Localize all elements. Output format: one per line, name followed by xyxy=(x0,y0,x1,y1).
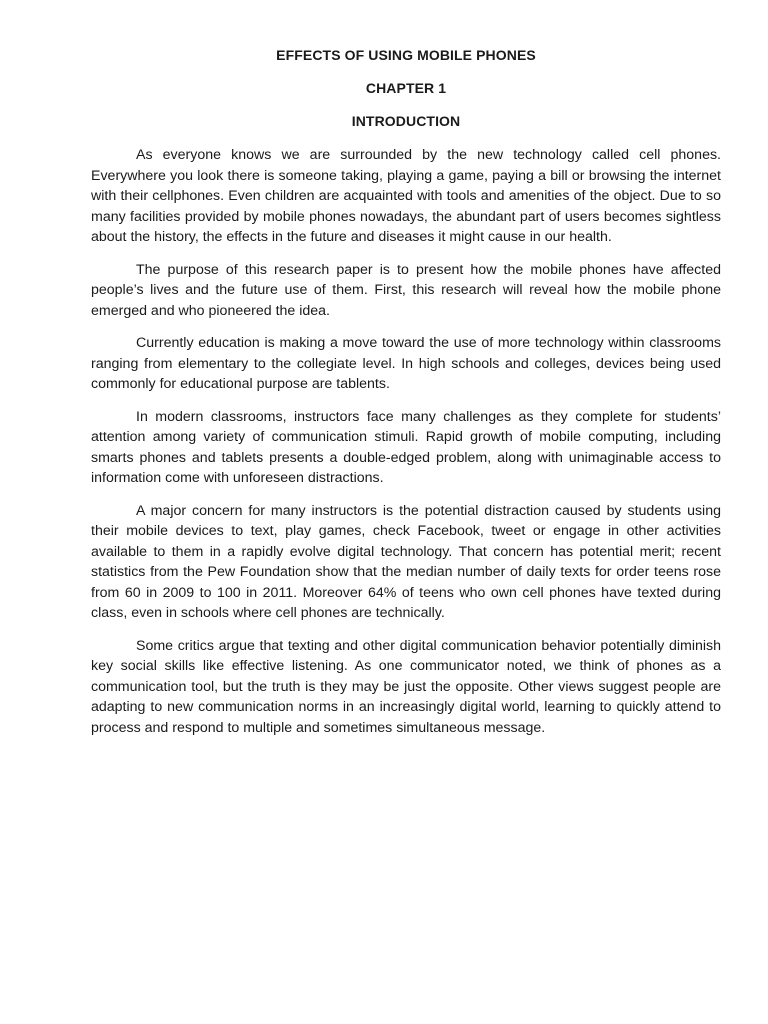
paragraph-4: In modern classrooms, instructors face many challenges as they complete for students’ attention among variety of communication stimuli. Rapid growth of mobile computing, including smarts phones and tablets presents a double-edged problem, along with unimaginable access to information come with unforeseen distractions. xyxy=(91,408,721,486)
heading-block xyxy=(91,46,721,130)
chapter-heading: CHAPTER 1 xyxy=(365,80,447,96)
paragraph-1: As everyone knows we are surrounded by the new technology called cell phones. Everywhere you look there is someone taking, playing a game, paying a bill or browsing the internet with their cellphones. Even children are acquainted with tools and amenities of the object. Due to so many facilities provided by mobile phones nowadays, the abundant part of users becomes sightless about the history, the effects in the future and diseases it might cause in our health. xyxy=(91,147,721,245)
paragraph-6: Some critics argue that texting and other digital communication behavior potentially diminish key social skills like effective listening. As one communicator noted, we think of phones as a communication tool, but the truth is they may be just the opposite. Other views suggest people are adapting to new communication norms in an increasingly digital world, learning to quickly attend to process and respond to multiple and sometimes simultaneous message. xyxy=(91,637,721,736)
paragraph-5: A major concern for many instructors is the potential distraction caused by students using their mobile devices to text, play games, check Facebook, tweet or engage in other activities available to them in a rapidly evolve digital technology. That concern has potential merit; recent statistics from the Pew Foundation show that the median number of daily texts for order teens rose from 60 in 2009 to 100 in 2011. Moreover 64% of teens who own cell phones have texted during class, even in schools where cell phones are technically. xyxy=(91,502,721,621)
document-title: EFFECTS OF USING MOBILE PHONES xyxy=(276,47,536,63)
section-heading: INTRODUCTION xyxy=(351,113,461,129)
body-text xyxy=(91,145,721,750)
paragraph-3: Currently education is making a move toward the use of more technology within classrooms ranging from elementary to the collegiate level. In high schools and colleges, devices being used commonly for educational purpose are tablents. xyxy=(91,335,721,392)
paragraph-2: The purpose of this research paper is to present how the mobile phones have affected people’s lives and the future use of them. First, this research will reveal how the mobile phone emerged and who pioneered the idea. xyxy=(91,261,721,319)
